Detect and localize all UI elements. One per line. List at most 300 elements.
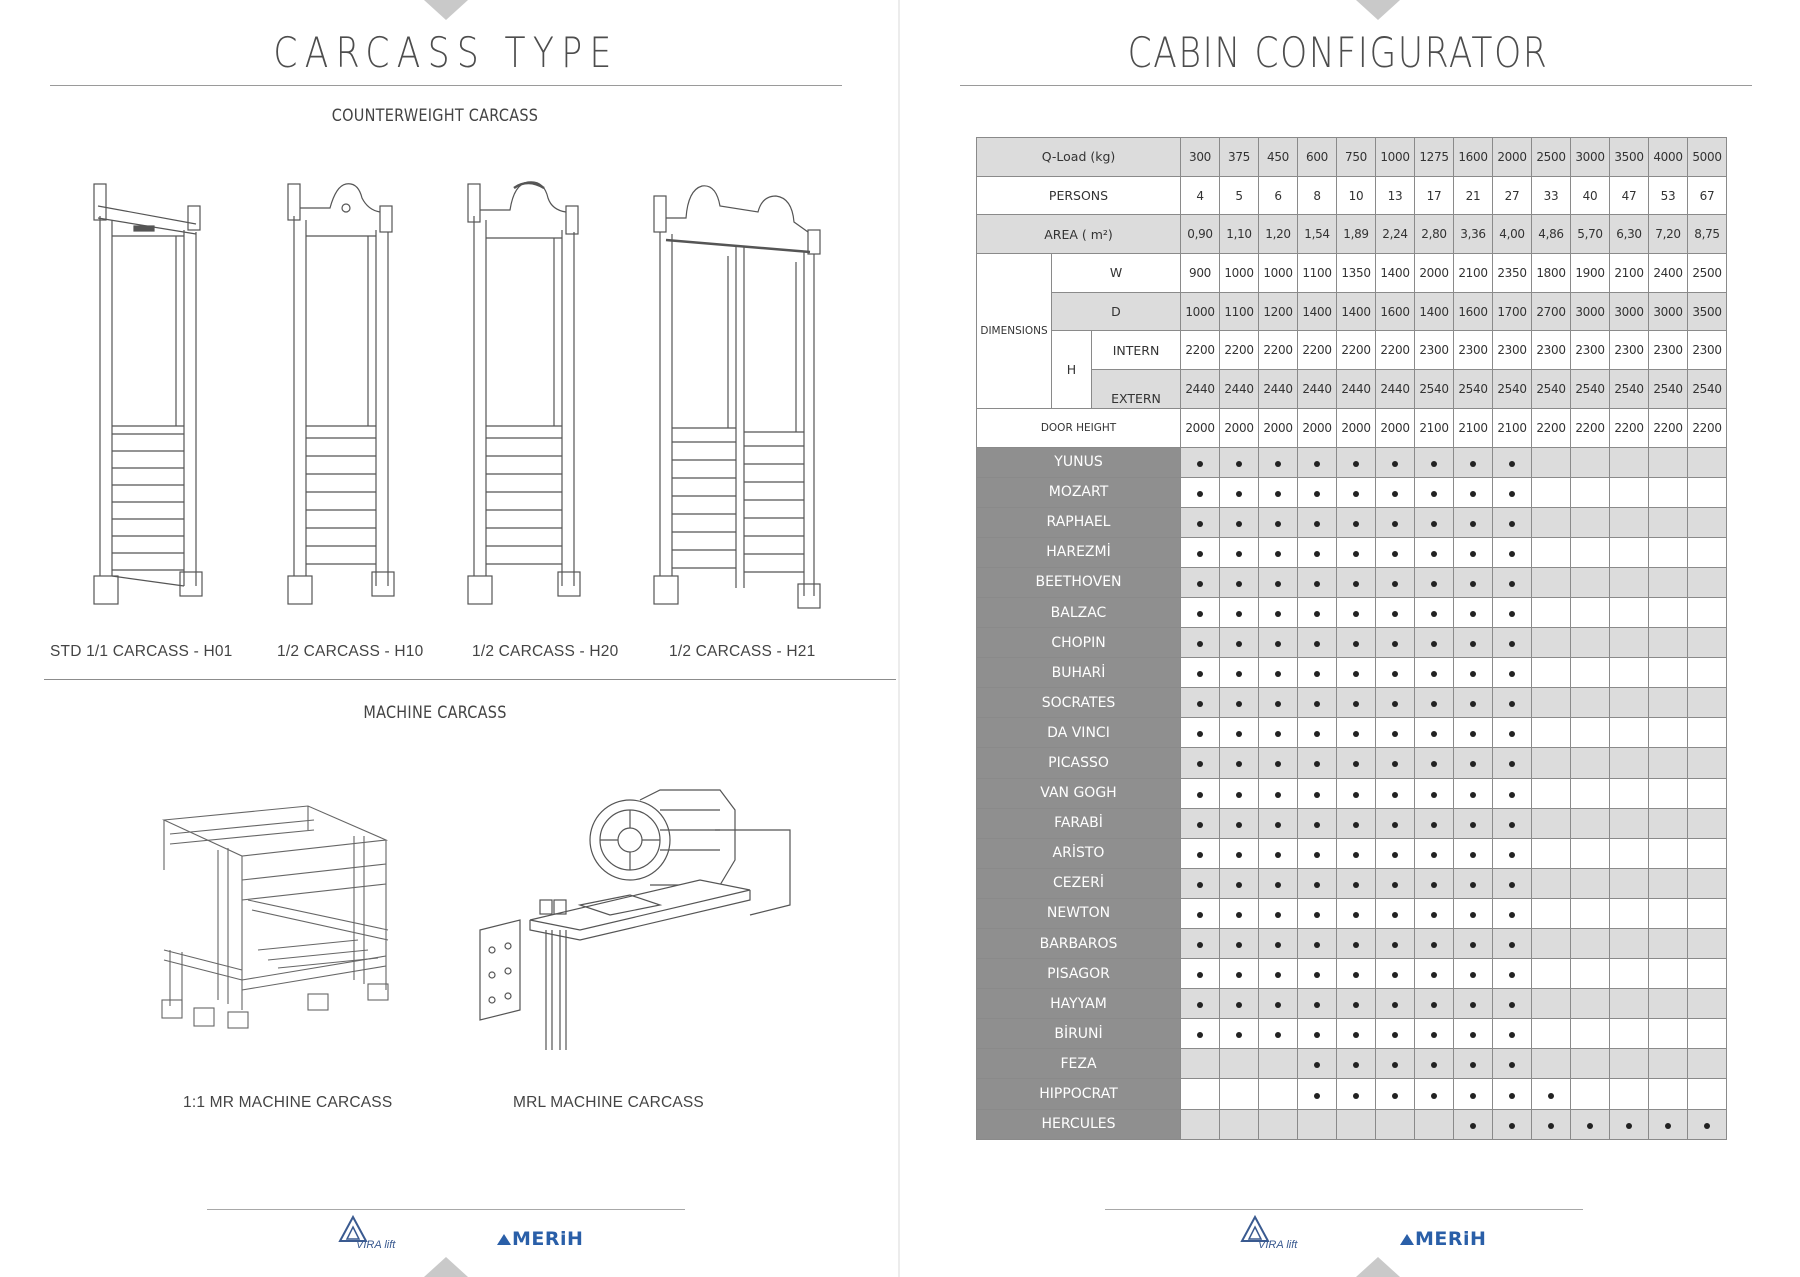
availability-cell bbox=[1649, 567, 1688, 597]
availability-cell bbox=[1649, 838, 1688, 868]
availability-cell bbox=[1454, 507, 1493, 537]
availability-dot-icon bbox=[1470, 852, 1476, 858]
availability-dot-icon bbox=[1509, 792, 1515, 798]
persons-cell: 10 bbox=[1337, 176, 1376, 215]
availability-cell bbox=[1493, 537, 1532, 567]
availability-cell bbox=[1181, 507, 1220, 537]
availability-cell bbox=[1415, 929, 1454, 959]
intern-cell: 2300 bbox=[1610, 331, 1649, 370]
availability-dot-icon bbox=[1392, 521, 1398, 527]
width-row bbox=[977, 254, 1727, 293]
availability-cell bbox=[1298, 688, 1337, 718]
availability-dot-icon bbox=[1548, 1093, 1554, 1099]
availability-cell bbox=[1688, 567, 1727, 597]
availability-cell bbox=[1337, 808, 1376, 838]
availability-cell bbox=[1493, 477, 1532, 507]
w-cell: 900 bbox=[1181, 254, 1220, 293]
availability-cell bbox=[1181, 898, 1220, 928]
availability-cell bbox=[1415, 597, 1454, 627]
availability-cell bbox=[1337, 778, 1376, 808]
availability-dot-icon bbox=[1314, 1062, 1320, 1068]
model-row bbox=[977, 1079, 1727, 1109]
availability-dot-icon bbox=[1236, 701, 1242, 707]
persons-cell: 8 bbox=[1298, 176, 1337, 215]
availability-dot-icon bbox=[1353, 491, 1359, 497]
availability-dot-icon bbox=[1470, 731, 1476, 737]
d-cell: 1400 bbox=[1298, 292, 1337, 331]
availability-cell bbox=[1493, 1079, 1532, 1109]
door-height-cell: 2000 bbox=[1259, 408, 1298, 447]
q-load-row bbox=[977, 138, 1727, 177]
availability-dot-icon bbox=[1353, 882, 1359, 888]
availability-cell bbox=[1610, 447, 1649, 477]
availability-dot-icon bbox=[1509, 1032, 1515, 1038]
extern-cell: 2440 bbox=[1298, 370, 1337, 409]
availability-dot-icon bbox=[1197, 882, 1203, 888]
availability-cell bbox=[1298, 477, 1337, 507]
availability-cell bbox=[1571, 748, 1610, 778]
availability-dot-icon bbox=[1431, 1062, 1437, 1068]
availability-dot-icon bbox=[1314, 882, 1320, 888]
availability-cell bbox=[1298, 537, 1337, 567]
availability-dot-icon bbox=[1470, 491, 1476, 497]
w-cell: 1000 bbox=[1259, 254, 1298, 293]
availability-dot-icon bbox=[1392, 641, 1398, 647]
model-name: BİRUNİ bbox=[977, 1019, 1181, 1049]
availability-cell bbox=[1688, 1019, 1727, 1049]
availability-dot-icon bbox=[1431, 581, 1437, 587]
model-name: NEWTON bbox=[977, 898, 1181, 928]
availability-dot-icon bbox=[1197, 852, 1203, 858]
vira-lift-logo-text: VIRA lift bbox=[1258, 1239, 1298, 1251]
caption-h01: STD 1/1 CARCASS - H01 bbox=[50, 643, 233, 660]
model-row bbox=[977, 688, 1727, 718]
availability-cell bbox=[1337, 868, 1376, 898]
availability-dot-icon bbox=[1275, 852, 1281, 858]
availability-cell bbox=[1376, 507, 1415, 537]
model-row bbox=[977, 537, 1727, 567]
availability-cell bbox=[1376, 628, 1415, 658]
availability-cell bbox=[1493, 1109, 1532, 1139]
model-name: ARİSTO bbox=[977, 838, 1181, 868]
availability-dot-icon bbox=[1431, 461, 1437, 467]
caption-h21: 1/2 CARCASS - H21 bbox=[669, 643, 816, 660]
availability-dot-icon bbox=[1314, 761, 1320, 767]
availability-cell bbox=[1454, 1019, 1493, 1049]
persons-cell: 13 bbox=[1376, 176, 1415, 215]
availability-cell bbox=[1571, 628, 1610, 658]
model-name: CEZERİ bbox=[977, 868, 1181, 898]
availability-cell bbox=[1532, 1079, 1571, 1109]
model-row bbox=[977, 718, 1727, 748]
availability-cell bbox=[1337, 537, 1376, 567]
availability-dot-icon bbox=[1509, 942, 1515, 948]
availability-dot-icon bbox=[1275, 611, 1281, 617]
availability-dot-icon bbox=[1470, 551, 1476, 557]
availability-dot-icon bbox=[1509, 641, 1515, 647]
intern-cell: 2300 bbox=[1454, 331, 1493, 370]
availability-cell bbox=[1688, 868, 1727, 898]
availability-cell bbox=[1493, 778, 1532, 808]
availability-dot-icon bbox=[1353, 1062, 1359, 1068]
availability-dot-icon bbox=[1431, 641, 1437, 647]
merih-triangle-icon bbox=[497, 1234, 511, 1245]
availability-cell bbox=[1298, 989, 1337, 1019]
availability-cell bbox=[1649, 477, 1688, 507]
intern-cell: 2200 bbox=[1220, 331, 1259, 370]
vira-lift-logo bbox=[338, 1215, 408, 1255]
model-name: HAYYAM bbox=[977, 989, 1181, 1019]
availability-dot-icon bbox=[1275, 641, 1281, 647]
availability-cell bbox=[1571, 898, 1610, 928]
model-row bbox=[977, 838, 1727, 868]
availability-cell bbox=[1649, 688, 1688, 718]
availability-cell bbox=[1493, 597, 1532, 627]
availability-cell bbox=[1649, 989, 1688, 1019]
intern-cell: 2200 bbox=[1337, 331, 1376, 370]
availability-cell bbox=[1454, 477, 1493, 507]
area-cell: 8,75 bbox=[1688, 215, 1727, 254]
availability-cell bbox=[1181, 838, 1220, 868]
availability-dot-icon bbox=[1275, 491, 1281, 497]
model-name: HERCULES bbox=[977, 1109, 1181, 1139]
availability-cell bbox=[1610, 718, 1649, 748]
model-row bbox=[977, 898, 1727, 928]
availability-dot-icon bbox=[1314, 731, 1320, 737]
availability-cell bbox=[1220, 959, 1259, 989]
area-cell: 2,24 bbox=[1376, 215, 1415, 254]
availability-dot-icon bbox=[1197, 641, 1203, 647]
availability-cell bbox=[1610, 959, 1649, 989]
d-cell: 3500 bbox=[1688, 292, 1727, 331]
availability-dot-icon bbox=[1236, 611, 1242, 617]
availability-cell bbox=[1259, 808, 1298, 838]
availability-dot-icon bbox=[1470, 671, 1476, 677]
availability-cell bbox=[1298, 959, 1337, 989]
door-height-label: DOOR HEIGHT bbox=[977, 408, 1181, 447]
model-name: BUHARİ bbox=[977, 658, 1181, 688]
title-rule bbox=[960, 85, 1752, 86]
availability-cell bbox=[1376, 808, 1415, 838]
availability-cell bbox=[1688, 688, 1727, 718]
availability-dot-icon bbox=[1509, 701, 1515, 707]
section-rule bbox=[44, 679, 896, 680]
availability-dot-icon bbox=[1236, 1002, 1242, 1008]
availability-cell bbox=[1259, 1109, 1298, 1139]
model-name: BARBAROS bbox=[977, 929, 1181, 959]
availability-cell bbox=[1649, 537, 1688, 567]
availability-dot-icon bbox=[1353, 461, 1359, 467]
availability-dot-icon bbox=[1392, 461, 1398, 467]
model-name: MOZART bbox=[977, 477, 1181, 507]
availability-cell bbox=[1337, 658, 1376, 688]
availability-cell bbox=[1376, 658, 1415, 688]
availability-dot-icon bbox=[1509, 972, 1515, 978]
availability-cell bbox=[1610, 1049, 1649, 1079]
door-height-cell: 2200 bbox=[1610, 408, 1649, 447]
extern-label: EXTERN bbox=[1092, 370, 1181, 409]
availability-cell bbox=[1649, 447, 1688, 477]
merih-logo bbox=[497, 1228, 583, 1250]
availability-dot-icon bbox=[1431, 1002, 1437, 1008]
model-name: HIPPOCRAT bbox=[977, 1079, 1181, 1109]
availability-dot-icon bbox=[1470, 912, 1476, 918]
door-height-cell: 2000 bbox=[1220, 408, 1259, 447]
availability-dot-icon bbox=[1431, 912, 1437, 918]
availability-cell bbox=[1610, 838, 1649, 868]
availability-cell bbox=[1610, 748, 1649, 778]
availability-cell bbox=[1688, 477, 1727, 507]
availability-dot-icon bbox=[1509, 1002, 1515, 1008]
q-load-cell: 300 bbox=[1181, 138, 1220, 177]
availability-dot-icon bbox=[1431, 671, 1437, 677]
availability-dot-icon bbox=[1197, 551, 1203, 557]
intern-cell: 2200 bbox=[1298, 331, 1337, 370]
availability-dot-icon bbox=[1353, 611, 1359, 617]
availability-cell bbox=[1532, 838, 1571, 868]
availability-dot-icon bbox=[1314, 1002, 1320, 1008]
persons-cell: 27 bbox=[1493, 176, 1532, 215]
availability-cell bbox=[1298, 1079, 1337, 1109]
availability-cell bbox=[1181, 718, 1220, 748]
availability-cell bbox=[1376, 868, 1415, 898]
availability-dot-icon bbox=[1314, 641, 1320, 647]
area-cell: 5,70 bbox=[1571, 215, 1610, 254]
door-height-cell: 2100 bbox=[1415, 408, 1454, 447]
availability-cell bbox=[1415, 718, 1454, 748]
availability-cell bbox=[1454, 838, 1493, 868]
d-cell: 2700 bbox=[1532, 292, 1571, 331]
availability-cell bbox=[1220, 898, 1259, 928]
availability-cell bbox=[1415, 537, 1454, 567]
area-label: AREA ( m²) bbox=[977, 215, 1181, 254]
availability-cell bbox=[1493, 658, 1532, 688]
persons-cell: 33 bbox=[1532, 176, 1571, 215]
availability-dot-icon bbox=[1470, 1032, 1476, 1038]
availability-cell bbox=[1493, 838, 1532, 868]
availability-cell bbox=[1610, 808, 1649, 838]
availability-cell bbox=[1259, 567, 1298, 597]
availability-cell bbox=[1259, 929, 1298, 959]
availability-cell bbox=[1220, 1079, 1259, 1109]
availability-dot-icon bbox=[1431, 1093, 1437, 1099]
availability-dot-icon bbox=[1470, 641, 1476, 647]
availability-cell bbox=[1454, 447, 1493, 477]
availability-cell bbox=[1688, 808, 1727, 838]
availability-dot-icon bbox=[1314, 822, 1320, 828]
area-row bbox=[977, 215, 1727, 254]
availability-cell bbox=[1337, 507, 1376, 537]
q-load-cell: 3500 bbox=[1610, 138, 1649, 177]
availability-cell bbox=[1649, 597, 1688, 627]
model-row bbox=[977, 1109, 1727, 1139]
availability-dot-icon bbox=[1509, 912, 1515, 918]
model-row bbox=[977, 989, 1727, 1019]
intern-cell: 2300 bbox=[1649, 331, 1688, 370]
availability-dot-icon bbox=[1197, 731, 1203, 737]
availability-dot-icon bbox=[1392, 701, 1398, 707]
availability-cell bbox=[1610, 1019, 1649, 1049]
availability-dot-icon bbox=[1353, 671, 1359, 677]
availability-dot-icon bbox=[1236, 671, 1242, 677]
title-rule bbox=[50, 85, 842, 86]
availability-dot-icon bbox=[1470, 822, 1476, 828]
availability-dot-icon bbox=[1275, 701, 1281, 707]
caption-h20: 1/2 CARCASS - H20 bbox=[472, 643, 619, 660]
left-page bbox=[0, 0, 898, 1277]
availability-cell bbox=[1415, 1079, 1454, 1109]
persons-row bbox=[977, 176, 1727, 215]
availability-cell bbox=[1454, 567, 1493, 597]
availability-cell bbox=[1493, 447, 1532, 477]
extern-cell: 2440 bbox=[1259, 370, 1298, 409]
availability-cell bbox=[1532, 1019, 1571, 1049]
model-row bbox=[977, 567, 1727, 597]
availability-dot-icon bbox=[1431, 551, 1437, 557]
availability-dot-icon bbox=[1236, 942, 1242, 948]
availability-dot-icon bbox=[1314, 701, 1320, 707]
availability-dot-icon bbox=[1470, 1093, 1476, 1099]
availability-cell bbox=[1337, 628, 1376, 658]
availability-cell bbox=[1337, 597, 1376, 627]
availability-cell bbox=[1454, 868, 1493, 898]
availability-dot-icon bbox=[1392, 1093, 1398, 1099]
availability-cell bbox=[1649, 748, 1688, 778]
availability-dot-icon bbox=[1509, 551, 1515, 557]
availability-cell bbox=[1220, 748, 1259, 778]
availability-dot-icon bbox=[1353, 701, 1359, 707]
model-row bbox=[977, 507, 1727, 537]
mrl-machine-carcass-drawing bbox=[470, 780, 800, 1055]
availability-dot-icon bbox=[1392, 1062, 1398, 1068]
availability-cell bbox=[1337, 1109, 1376, 1139]
intern-label: INTERN bbox=[1092, 331, 1181, 370]
availability-dot-icon bbox=[1236, 491, 1242, 497]
availability-cell bbox=[1415, 898, 1454, 928]
availability-cell bbox=[1610, 929, 1649, 959]
availability-cell bbox=[1259, 688, 1298, 718]
availability-dot-icon bbox=[1431, 731, 1437, 737]
availability-cell bbox=[1493, 1019, 1532, 1049]
merih-logo bbox=[1400, 1228, 1486, 1250]
availability-cell bbox=[1337, 477, 1376, 507]
availability-cell bbox=[1688, 658, 1727, 688]
availability-cell bbox=[1688, 537, 1727, 567]
availability-cell bbox=[1454, 1109, 1493, 1139]
availability-dot-icon bbox=[1236, 581, 1242, 587]
availability-cell bbox=[1376, 597, 1415, 627]
model-row bbox=[977, 658, 1727, 688]
availability-dot-icon bbox=[1353, 761, 1359, 767]
availability-cell bbox=[1493, 567, 1532, 597]
availability-cell bbox=[1181, 1019, 1220, 1049]
availability-cell bbox=[1376, 929, 1415, 959]
vira-lift-logo bbox=[1240, 1215, 1310, 1255]
availability-dot-icon bbox=[1353, 551, 1359, 557]
availability-dot-icon bbox=[1470, 792, 1476, 798]
availability-dot-icon bbox=[1392, 912, 1398, 918]
availability-dot-icon bbox=[1392, 882, 1398, 888]
availability-cell bbox=[1688, 597, 1727, 627]
availability-dot-icon bbox=[1353, 1002, 1359, 1008]
persons-cell: 53 bbox=[1649, 176, 1688, 215]
availability-cell bbox=[1571, 507, 1610, 537]
availability-cell bbox=[1610, 989, 1649, 1019]
door-height-row bbox=[977, 408, 1727, 447]
availability-cell bbox=[1376, 718, 1415, 748]
availability-cell bbox=[1337, 1049, 1376, 1079]
availability-cell bbox=[1415, 838, 1454, 868]
availability-dot-icon bbox=[1509, 1062, 1515, 1068]
availability-dot-icon bbox=[1509, 1093, 1515, 1099]
availability-cell bbox=[1571, 868, 1610, 898]
availability-dot-icon bbox=[1392, 972, 1398, 978]
availability-cell bbox=[1649, 959, 1688, 989]
availability-cell bbox=[1649, 1019, 1688, 1049]
availability-dot-icon bbox=[1314, 461, 1320, 467]
availability-cell bbox=[1610, 688, 1649, 718]
q-load-cell: 4000 bbox=[1649, 138, 1688, 177]
availability-dot-icon bbox=[1314, 611, 1320, 617]
model-name: FARABİ bbox=[977, 808, 1181, 838]
intern-cell: 2300 bbox=[1493, 331, 1532, 370]
model-name: SOCRATES bbox=[977, 688, 1181, 718]
availability-cell bbox=[1259, 628, 1298, 658]
door-height-cell: 2000 bbox=[1376, 408, 1415, 447]
availability-cell bbox=[1220, 989, 1259, 1019]
availability-cell bbox=[1571, 808, 1610, 838]
availability-cell bbox=[1415, 778, 1454, 808]
availability-cell bbox=[1649, 1109, 1688, 1139]
door-height-cell: 2100 bbox=[1493, 408, 1532, 447]
availability-cell bbox=[1337, 718, 1376, 748]
area-cell: 1,10 bbox=[1220, 215, 1259, 254]
page-title-cabin-configurator: CABIN CONFIGURATOR bbox=[1127, 28, 1549, 77]
availability-cell bbox=[1259, 477, 1298, 507]
availability-cell bbox=[1532, 1109, 1571, 1139]
bottom-notch bbox=[424, 1257, 468, 1277]
availability-cell bbox=[1649, 718, 1688, 748]
availability-cell bbox=[1220, 929, 1259, 959]
availability-dot-icon bbox=[1431, 521, 1437, 527]
availability-cell bbox=[1259, 748, 1298, 778]
availability-dot-icon bbox=[1470, 1002, 1476, 1008]
availability-dot-icon bbox=[1509, 461, 1515, 467]
q-load-cell: 1600 bbox=[1454, 138, 1493, 177]
dimensions-label: DIMENSIONS bbox=[977, 254, 1052, 409]
d-cell: 1000 bbox=[1181, 292, 1220, 331]
availability-cell bbox=[1181, 628, 1220, 658]
availability-dot-icon bbox=[1197, 822, 1203, 828]
availability-dot-icon bbox=[1509, 491, 1515, 497]
availability-cell bbox=[1454, 989, 1493, 1019]
d-cell: 1100 bbox=[1220, 292, 1259, 331]
availability-dot-icon bbox=[1275, 882, 1281, 888]
w-cell: 1000 bbox=[1220, 254, 1259, 293]
bottom-notch bbox=[1356, 1257, 1400, 1277]
availability-cell bbox=[1181, 748, 1220, 778]
availability-dot-icon bbox=[1197, 611, 1203, 617]
availability-cell bbox=[1688, 748, 1727, 778]
model-name: CHOPIN bbox=[977, 628, 1181, 658]
area-cell: 4,00 bbox=[1493, 215, 1532, 254]
d-cell: 1700 bbox=[1493, 292, 1532, 331]
availability-cell bbox=[1376, 1079, 1415, 1109]
availability-cell bbox=[1259, 868, 1298, 898]
availability-dot-icon bbox=[1236, 1032, 1242, 1038]
availability-cell bbox=[1376, 959, 1415, 989]
availability-cell bbox=[1376, 447, 1415, 477]
